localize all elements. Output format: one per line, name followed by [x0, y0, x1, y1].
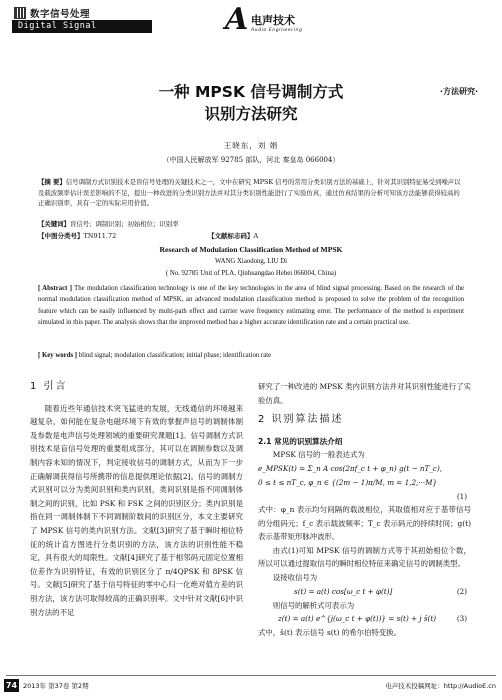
logo-mark: A — [225, 2, 249, 37]
keywords-text: 盲信号；调制识别；初始相位；识别率 — [69, 220, 179, 228]
english-authors: WANG Xiaodong, LIU Di — [214, 258, 288, 265]
english-keywords-text: blind signal; modulation classification; initial phase; identification rate — [77, 352, 272, 359]
equation-1-explanation: 式中：φ_n 表示均匀间隔的载波相位，其取值相对应于基带信号的分组码元；f_c 表示载波频率；T_c 表示码元的持续时间；g(t) 表示基带矩形脉冲波形。 — [258, 504, 471, 542]
english-keywords-label: [ Key words ] — [38, 352, 78, 359]
english-abstract-label: [ Abstract ] — [38, 285, 72, 292]
cls-value: TN911.72 — [83, 232, 117, 240]
abstract-text: 信号调制方式识别技术是盲信号处理的关键技术之一，文中在研究 MPSK 信号的常用分类识别方法的基础上，针对其识别特征易受到噪声以及载波频率估计误差影响的不足，提出一种改进的分类识别方法并对其分类识别性能进行了实验仿真，通过仿真结果的分析可知该方法能够获得较高的正确识别率，具有一定的实际应用价值。 — [38, 178, 461, 207]
english-abstract — [38, 283, 464, 328]
equation-1-number: (1) — [456, 491, 467, 501]
english-title: Research of Modulation Classification Method of MPSK — [159, 245, 343, 254]
logo-cn-text: 电声技术 — [251, 14, 295, 27]
authors: 王晓东，刘 娟 — [223, 141, 279, 150]
logo-en-text: Audio Engineering — [251, 28, 303, 33]
keywords-label: 【关键词】 — [38, 220, 70, 228]
english-abstract-text: The modulation classification technology is one of the key technologies in the area of blind signal processing. Based on the research of the normal modulation classification method of MPSK, an advanced modulation classification method is proposed to solve the problem of the recognition feature which can be easily influenced by multi-path effect and carrier wave frequency estimating error. The performance of the method is experiment simulated in this paper. The analysis shows that the improved method has a higher accurate identification rate and a certain practical use. — [38, 285, 464, 326]
page-number: 74 — [5, 681, 18, 690]
doc-label: 【文献标志码】 — [208, 232, 254, 240]
section1-heading: 1 引言 — [30, 381, 68, 392]
equation-2-number: (2) — [456, 586, 467, 596]
equation-2-text: s(t) = a(t) cos[ω_c t + φ(t)] — [294, 586, 393, 596]
intro-paragraph-tail: 研究了一种改进的 MPSK 类内识别方法并对其识别性能进行了实验仿真。 — [258, 382, 471, 405]
classification-line — [38, 231, 464, 240]
abstract-label: 【摘 要】 — [38, 178, 66, 186]
english-affiliation: ( No. 92785 Unit of PLA, Qinhuangdao Hebei 066004, China) — [165, 270, 337, 277]
journal-logo — [225, 4, 335, 36]
equation-3-number: (3) — [456, 614, 467, 624]
issue-info: 2013年 第37卷 第2期 — [23, 682, 89, 690]
equation-3 — [258, 612, 471, 626]
paper-title-line1: 一种 MPSK 信号调制方式 — [158, 83, 344, 101]
section2-heading: 2 识别算法描述 — [258, 414, 344, 426]
footer-divider — [6, 675, 496, 676]
mpsk-expression-intro: MPSK 信号的一般表达式为 — [272, 450, 365, 460]
column-header-mark — [14, 7, 26, 19]
body-left-column — [30, 380, 243, 619]
english-keywords — [38, 350, 464, 361]
cls-label: 【中图分类号】 — [38, 232, 84, 240]
doc-code — [208, 231, 258, 240]
equation-1-number-row — [258, 490, 471, 503]
section-tag: ·方法研究· — [439, 87, 478, 96]
affiliation: （中国人民解放军 92785 部队，河北 秦皇岛 066004） — [162, 156, 340, 164]
paper-title-line2: 识别方法研究 — [204, 105, 298, 123]
subsection21-heading: 2.1 常见的识别算法介绍 — [258, 436, 343, 446]
journal-column-cn: 数字信号处理 — [30, 9, 91, 20]
submission-url: 电声技术投稿网址：http://AudioE.cn — [385, 682, 496, 690]
equation-1-line2-text: 0 ≤ t ≤ nT_c, φ_n ∈ {(2m − 1)π/M, m = 1,2,···M} — [258, 477, 438, 487]
equation-2 — [258, 585, 471, 599]
journal-column-en: Digital Signal Processing — [12, 20, 152, 33]
journal-column-header — [6, 4, 156, 44]
doc-value: A — [253, 232, 259, 240]
intro-paragraph: 随着近些年通信技术突飞猛进的发展，无线通信的环境越来越复杂，如何能在复杂电磁环境下有效的掌握声信号的调制体制及参数是电声信号处理领域的重要研究课题[1]。信号调制方式识别技术是盲信号处理的重要组成部分，其可以在调制参数以及调制内容未知的情况下，判定接收信号的调制方式，从而为下一步正确解调获得信号所携带的信息提供理论依据[2]。信号的调制方式识别可以分为类间识别和类内识别，类间识别是指不同调制体制之间的识别，比如 PSK 和 FSK 之间的识别区分；类内识别是指在同一调制体制下不同调制阶数间的识别区分，本文主要研究了 MPSK 信号的类内识别方法。文献[3]研究了基于瞬时相位特征的统计直方图进行分类识别的方法，该方法的识别性能不稳定，具有很大的局限性。文献[4]研究了基于相邻码元固定位置相位差作为识别特征，有效的识别区分了 π/4QPSK 和 8PSK 信号。文献[5]研究了基于信号特征的零中心归一化绝对值方差的识别方法，该方法可取得较高的正确识别率。文中针对文献[6]中识别方法的不足 — [30, 403, 243, 617]
body-right-column — [258, 380, 471, 640]
derivation-paragraph: 由式(1)可知 MPSK 信号的调制方式等于其初始相位个数，所以可以通过提取信号的瞬时相位特征来确定信号的调制类型。 — [258, 545, 471, 569]
received-signal-intro: 设接收信号为 — [272, 572, 318, 582]
equation-3-text: z(t) = a(t) e^{j(ω_c t + φ(t))} = s(t) + j ŝ(t) — [278, 614, 437, 624]
analytic-signal-intro: 则信号的解析式可表示为 — [272, 600, 355, 610]
abstract-cn — [38, 177, 464, 209]
equation-1-line2 — [258, 476, 471, 490]
keywords-cn — [38, 219, 464, 230]
equation-1-line1: e_MPSK(t) = Σ_n A cos(2πf_c t + φ_n) g(t − nT_c), — [258, 463, 443, 473]
equation-3-explanation: 式中，ŝ(t) 表示信号 s(t) 的希尔伯特变换。 — [258, 628, 401, 638]
